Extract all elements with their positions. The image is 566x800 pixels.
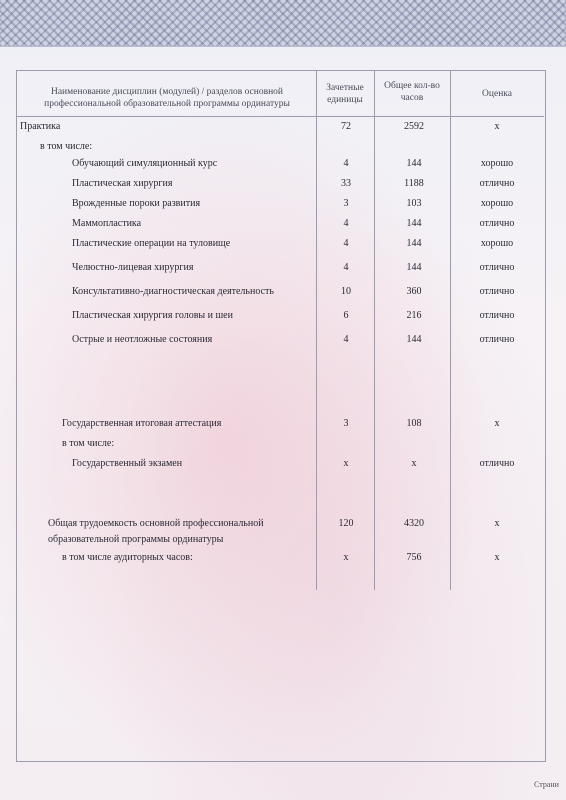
row-name: образовательной программы ординатуры [48,534,224,545]
row-hours: 144 [406,238,422,249]
row-grade: отлично [479,458,515,469]
row-name: Пластическая хирургия [72,178,173,189]
row-hours: 108 [406,418,422,429]
row-grade: отлично [479,262,515,273]
row-credits: 3 [343,198,349,209]
row-grade: отлично [479,286,515,297]
header-credits: Зачетные единицы [326,83,364,105]
row-grade: x [494,418,500,429]
column-divider [450,70,451,590]
row-hours: 144 [406,218,422,229]
row-name: в том числе аудиторных часов: [62,552,193,563]
row-credits: 72 [341,121,351,132]
header-grade: Оценка [482,89,512,99]
row-credits: 120 [338,518,354,529]
row-credits: 33 [341,178,351,189]
security-pattern-band [0,0,566,47]
row-hours: 144 [406,158,422,169]
header-divider [16,116,544,117]
row-hours: 1188 [404,178,424,189]
table-frame [16,70,546,762]
row-grade: хорошо [480,198,514,209]
row-credits: 4 [343,218,349,229]
column-divider [316,70,317,590]
row-hours: 216 [406,310,422,321]
row-credits: 4 [343,238,349,249]
row-credits: 4 [343,262,349,273]
row-grade: x [494,121,500,132]
row-grade: отлично [479,334,515,345]
row-hours: x [411,458,417,469]
row-name: Врожденные пороки развития [72,198,201,209]
row-name: Острые и неотложные состояния [72,334,213,345]
column-divider [374,70,375,590]
row-name: Общая трудоемкость основной профессиональной [48,518,264,529]
row-name: Пластические операции на туловище [72,238,231,249]
row-credits: x [343,552,349,563]
row-grade: отлично [479,218,515,229]
row-credits: 6 [343,310,349,321]
row-hours: 360 [406,286,422,297]
row-credits: 4 [343,334,349,345]
row-credits: 10 [341,286,351,297]
row-credits: 3 [343,418,349,429]
row-hours: 103 [406,198,422,209]
row-grade: отлично [479,310,515,321]
row-name: Обучающий симуляционный курс [72,158,218,169]
row-hours: 2592 [404,121,424,132]
row-grade: отлично [479,178,515,189]
header-name: Наименование дисциплин (модулей) / разделов основной профессиональной образовательной программы ординатуры [44,87,290,109]
row-grade: x [494,552,500,563]
row-name: в том числе: [62,438,115,449]
header-hours: Общее кол-во часов [384,81,440,103]
row-name: Государственный экзамен [72,458,183,469]
row-name: Государственная итоговая аттестация [62,418,222,429]
row-name: Практика [20,121,61,132]
row-name: Пластическая хирургия головы и шеи [72,310,233,321]
row-hours: 4320 [404,518,424,529]
row-hours: 144 [406,334,422,345]
page-label: Страни [534,780,559,789]
row-credits: x [343,458,349,469]
row-name: Маммопластика [72,218,142,229]
row-credits: 4 [343,158,349,169]
row-grade: хорошо [480,158,514,169]
row-grade: x [494,518,500,529]
row-name: Челюстно-лицевая хирургия [72,262,194,273]
row-name: в том числе: [40,141,93,152]
row-grade: хорошо [480,238,514,249]
row-name: Консультативно-диагностическая деятельность [72,286,274,297]
row-hours: 144 [406,262,422,273]
row-hours: 756 [406,552,422,563]
